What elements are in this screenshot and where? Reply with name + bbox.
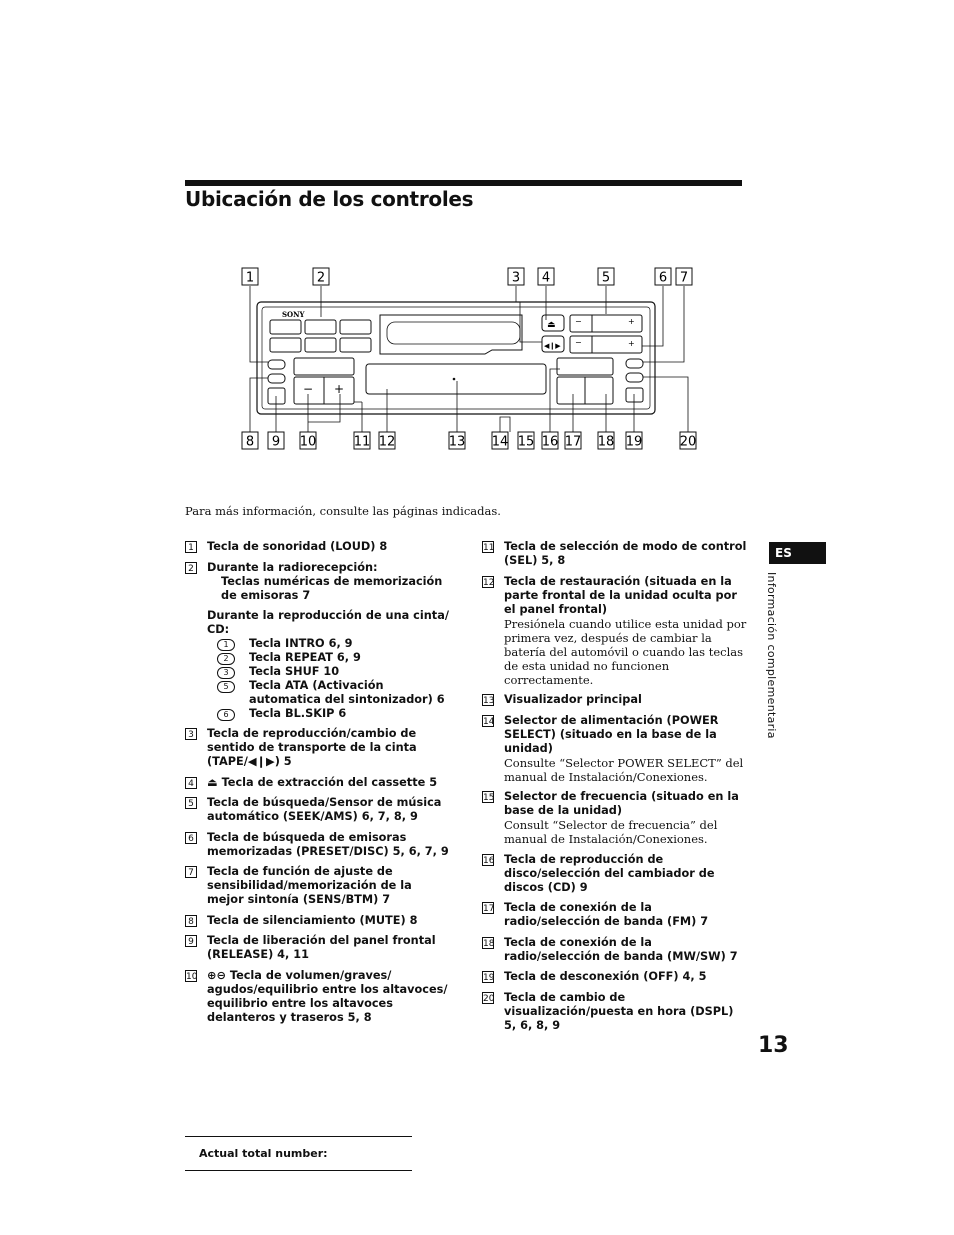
list-item: 11 Tecla de selección de modo de control (SEL) 5, 8 <box>483 540 747 567</box>
svg-text:6: 6 <box>658 270 668 286</box>
svg-text:20: 20 <box>679 434 697 450</box>
list-item: 18 Tecla de conexión de la radio/selección de banda (MW/SW) 7 <box>483 935 738 963</box>
title-rule <box>185 180 742 186</box>
cd-button <box>557 358 613 375</box>
list-item: 5 Tecla de búsqueda/Sensor de música automático (SEEK/AMS) 6, 7, 8, 9 <box>185 796 450 824</box>
callout-number <box>300 432 317 450</box>
callout-number <box>676 268 692 286</box>
svg-text:+: + <box>628 317 635 326</box>
list-item: 8 Tecla de silenciamiento (MUTE) 8 <box>185 914 450 928</box>
list-item: 13 Visualizador principal <box>483 693 642 706</box>
sel-button <box>294 358 354 375</box>
callout-number <box>242 432 258 450</box>
mute-button <box>268 374 285 383</box>
list-item: 20 Tecla de cambio de visualización/puesta en hora (DSPL) 5, 6, 8, 9 <box>483 990 734 1032</box>
svg-text:9: 9 <box>271 434 281 450</box>
preset-buttons <box>270 320 371 352</box>
list-item: 10 ⊕⊖ Tecla de volumen/graves/ agudos/equilibrio entre los altavoces/ equilibrio entre los altavoces delanteros y traseros 5, 8 <box>186 968 448 1024</box>
list-item: 12 Tecla de restauración (situada en la parte frontal de la unidad oculta por el panel frontal) Presiónela cuando utilice esta unidad por primera vez, después de cambiar la batería del automóvil o cuando las teclas de esta unidad no funcionen correctamente. <box>483 574 747 687</box>
off-button <box>626 388 643 402</box>
svg-text:15: 15 <box>517 434 535 450</box>
list-item: 3 Tecla de reproducción/cambio de sentido de transporte de la cinta (TAPE/◀❙▶) 5 <box>185 727 450 769</box>
svg-text:−: − <box>303 382 314 396</box>
callout-number <box>354 432 371 450</box>
list-item: 7 Tecla de función de ajuste de sensibilidad/memorización de la mejor sintonía (SENS/BTM) 7 <box>185 865 450 907</box>
car-stereo-diagram <box>230 262 710 462</box>
svg-text:2: 2 <box>316 270 326 286</box>
page-title: Ubicación de los controles <box>185 187 474 211</box>
svg-text:◀❙▶: ◀❙▶ <box>544 342 561 350</box>
callout-number <box>542 432 559 450</box>
list-item: 14 Selector de alimentación (POWER SELECT) (situado en la base de la unidad) Consulte “Selector POWER SELECT” del manual de Instalación/Conexiones. <box>483 713 744 784</box>
right-column <box>482 540 747 1039</box>
callout-number <box>508 268 524 286</box>
svg-text:13: 13 <box>448 434 466 450</box>
callout-number <box>655 268 671 286</box>
callout-number <box>598 432 615 450</box>
section-side-label: Información complementaria <box>765 572 778 739</box>
svg-text:16: 16 <box>541 434 559 450</box>
list-item: 19 Tecla de desconexión (OFF) 4, 5 <box>483 970 707 983</box>
svg-text:18: 18 <box>597 434 615 450</box>
callout-number <box>268 432 284 450</box>
svg-text:11: 11 <box>353 434 371 450</box>
svg-text:19: 19 <box>625 434 643 450</box>
list-item: 6 Tecla de búsqueda de emisoras memorizadas (PRESET/DISC) 5, 6, 7, 9 <box>185 831 450 859</box>
svg-text:+: + <box>628 339 635 348</box>
svg-text:17: 17 <box>564 434 582 450</box>
svg-text:8: 8 <box>245 434 255 450</box>
list-item: 16 Tecla de reproducción de disco/selección del cambiador de discos (CD) 9 <box>483 852 715 894</box>
list-item: 1 Tecla de sonoridad (LOUD) 8 <box>185 540 450 554</box>
svg-text:10: 10 <box>299 434 317 450</box>
svg-text:12: 12 <box>378 434 396 450</box>
intro-text: Para más información, consulte las páginas indicadas. <box>185 504 501 518</box>
callout-number <box>626 432 643 450</box>
page-number: 13 <box>758 1033 789 1058</box>
footer-box <box>185 1136 412 1171</box>
sens-btm-button <box>626 359 643 368</box>
left-column <box>185 540 450 1031</box>
svg-text:14: 14 <box>491 434 509 450</box>
callout-number <box>449 432 466 450</box>
list-item: 2 Durante la radiorecepción: Teclas numéricas de memorización de emisoras 7 Durante la reproducción de una cinta/ CD: 1 Tecla INTRO 6, 9 2 Tecla REPEAT 6, 9 3 Tecla SHUF 10 5 Tecla ATA (Activación automatica del sintonizador) 6 6 Tecla BL.SKIP 6 <box>185 561 450 721</box>
svg-text:⏏: ⏏ <box>547 320 556 330</box>
list-item: 15 Selector de frecuencia (situado en la base de la unidad) Consult “Selector de frecuencia” del manual de Instalación/Conexiones. <box>483 790 739 846</box>
svg-text:5: 5 <box>601 270 611 286</box>
callout-number <box>379 432 396 450</box>
cassette-slot <box>380 315 522 354</box>
callout-number <box>518 432 535 450</box>
callout-number <box>242 268 258 286</box>
svg-text:3: 3 <box>511 270 521 286</box>
list-item: 9 Tecla de liberación del panel frontal (RELEASE) 4, 11 <box>185 934 450 962</box>
main-display <box>366 364 546 394</box>
callout-number <box>598 268 614 286</box>
list-item: 17 Tecla de conexión de la radio/selección de banda (FM) 7 <box>483 901 709 928</box>
svg-text:4: 4 <box>541 270 551 286</box>
svg-text:−: − <box>575 317 582 326</box>
dspl-button <box>626 373 643 382</box>
svg-text:−: − <box>575 338 582 347</box>
callout-number <box>492 432 509 450</box>
footer-label: Actual total number: <box>199 1147 328 1160</box>
release-button <box>268 388 285 404</box>
callout-number <box>565 432 582 450</box>
svg-text:+: + <box>334 382 345 396</box>
list-item: 4 ⏏ Tecla de extracción del cassette 5 <box>185 776 450 790</box>
loud-button <box>268 360 285 369</box>
callout-number <box>538 268 554 286</box>
callout-number <box>313 268 329 286</box>
language-tab: ES <box>769 542 826 564</box>
callout-number <box>680 432 697 450</box>
brand-logo: SONY <box>282 310 305 319</box>
svg-text:7: 7 <box>679 270 689 286</box>
svg-text:1: 1 <box>245 270 255 286</box>
